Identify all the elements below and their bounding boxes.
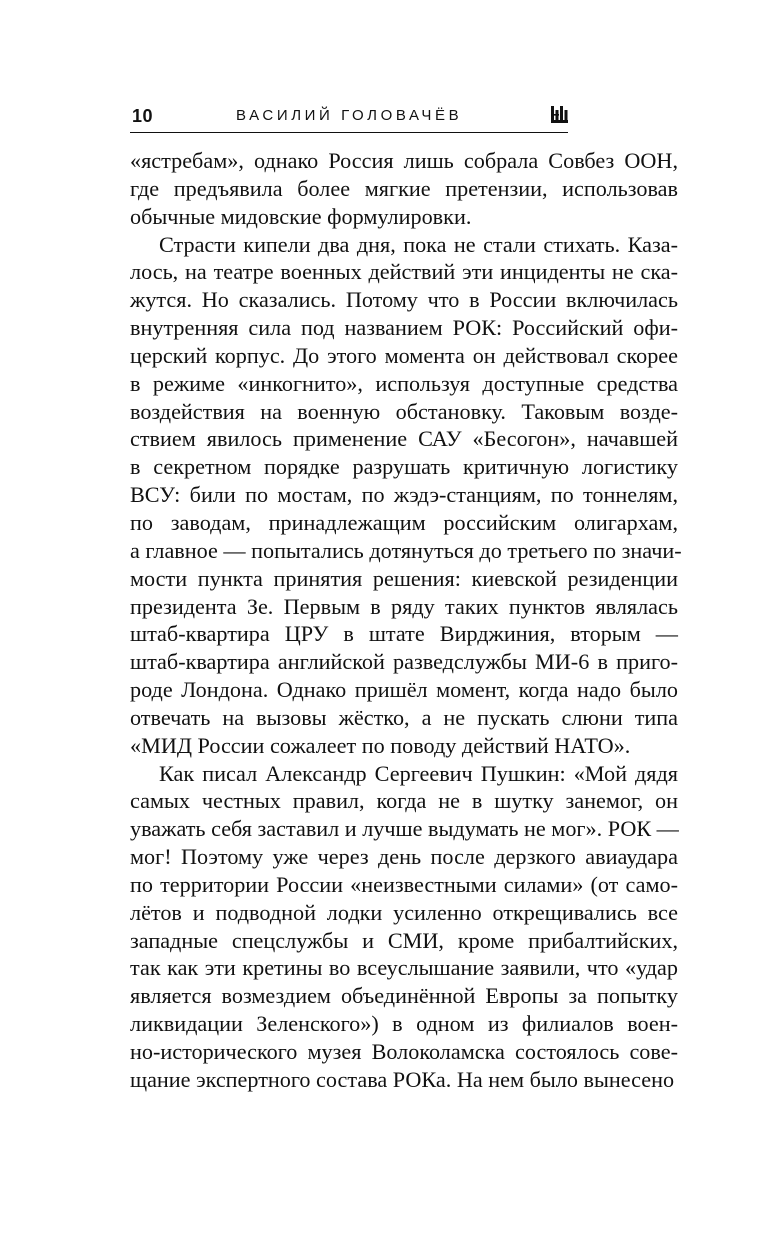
text-line: самых честных правил, когда не в шутку занемог, он xyxy=(130,788,678,814)
running-head-author: ВАСИЛИЙ ГОЛОВАЧЁВ xyxy=(236,107,463,124)
paragraph xyxy=(130,147,678,231)
text-line: жутся. Но сказались. Потому что в России включилась xyxy=(130,287,678,313)
text-line: лось, на театре военных действий эти инциденты не ска- xyxy=(130,259,678,285)
text-line: является возмездием объединённой Европы за попытку xyxy=(130,983,678,1009)
body-text xyxy=(130,147,682,1094)
text-line: по заводам, принадлежащим российским олигархам, xyxy=(130,509,678,535)
text-line: «МИД России сожалеет по поводу действий НАТО». xyxy=(130,732,631,758)
text-line: в секретном порядке разрушать критичную логистику xyxy=(130,454,678,480)
text-line: мости пункта принятия решения: киевской резиденции xyxy=(130,565,678,591)
text-line: но-исторического музея Волоколамска состоялось сове- xyxy=(130,1039,678,1064)
text-line: Страсти кипели два дня, пока не стали стихать. Каза- xyxy=(159,231,678,257)
text-line: а главное — попытались дотянуться до третьего по значи- xyxy=(130,537,682,563)
text-line: щание экспертного состава РОКа. На нем было вынесено xyxy=(130,1066,675,1092)
eksmo-publisher-logo-icon xyxy=(551,105,568,124)
page-header xyxy=(130,102,568,133)
text-line: президента Зе. Первым в ряду таких пунктов являлась xyxy=(130,593,678,619)
text-line: по территории России «неизвестными силами» (от само- xyxy=(130,871,678,897)
text-line: где предъявила более мягкие претензии, использовав xyxy=(130,175,678,201)
text-line: уважать себя заставил и лучше выдумать не мог». РОК — xyxy=(130,816,679,842)
text-line: обычные мидовские формулировки. xyxy=(130,203,472,229)
text-line: в режиме «инкогнито», используя доступные средства xyxy=(130,370,678,396)
text-line: отвечать на вызовы жёстко, а не пускать слюни типа xyxy=(130,704,678,730)
text-line: западные спецслужбы и СМИ, кроме прибалтийских, xyxy=(130,927,678,953)
text-line: штаб-квартира английской разведслужбы МИ-6 в приго- xyxy=(130,649,678,675)
text-line: так как эти кретины во всеуслышание заявили, что «удар xyxy=(130,955,678,981)
text-line: ликвидации Зеленского») в одном из филиалов воен- xyxy=(130,1011,678,1037)
text-line: мог! Поэтому уже через день после дерзкого авиаудара xyxy=(130,844,678,870)
text-line: лётов и подводной лодки усиленно открещивались все xyxy=(130,899,678,925)
text-line: штаб-квартира ЦРУ в штате Вирджиния, вторым — xyxy=(130,621,678,647)
paragraph xyxy=(130,231,682,760)
text-line: Как писал Александр Сергеевич Пушкин: «Мой дядя xyxy=(159,760,678,786)
text-line: ствием явилось применение САУ «Бесогон», начавшей xyxy=(130,426,678,452)
page-number: 10 xyxy=(132,106,154,126)
text-line: церский корпус. До этого момента он действовал скорее xyxy=(130,342,678,368)
paragraph xyxy=(130,760,678,1094)
text-line: роде Лондона. Однако пришёл момент, когда надо было xyxy=(130,677,678,703)
text-line: воздействия на военную обстановку. Таковым возде- xyxy=(130,398,678,424)
text-line: внутренняя сила под названием РОК: Российский офи- xyxy=(130,315,678,341)
text-line: ВСУ: били по мостам, по жэдэ-станциям, по тоннелям, xyxy=(130,482,678,508)
text-line: «ястребам», однако Россия лишь собрала Совбез ООН, xyxy=(130,148,678,173)
